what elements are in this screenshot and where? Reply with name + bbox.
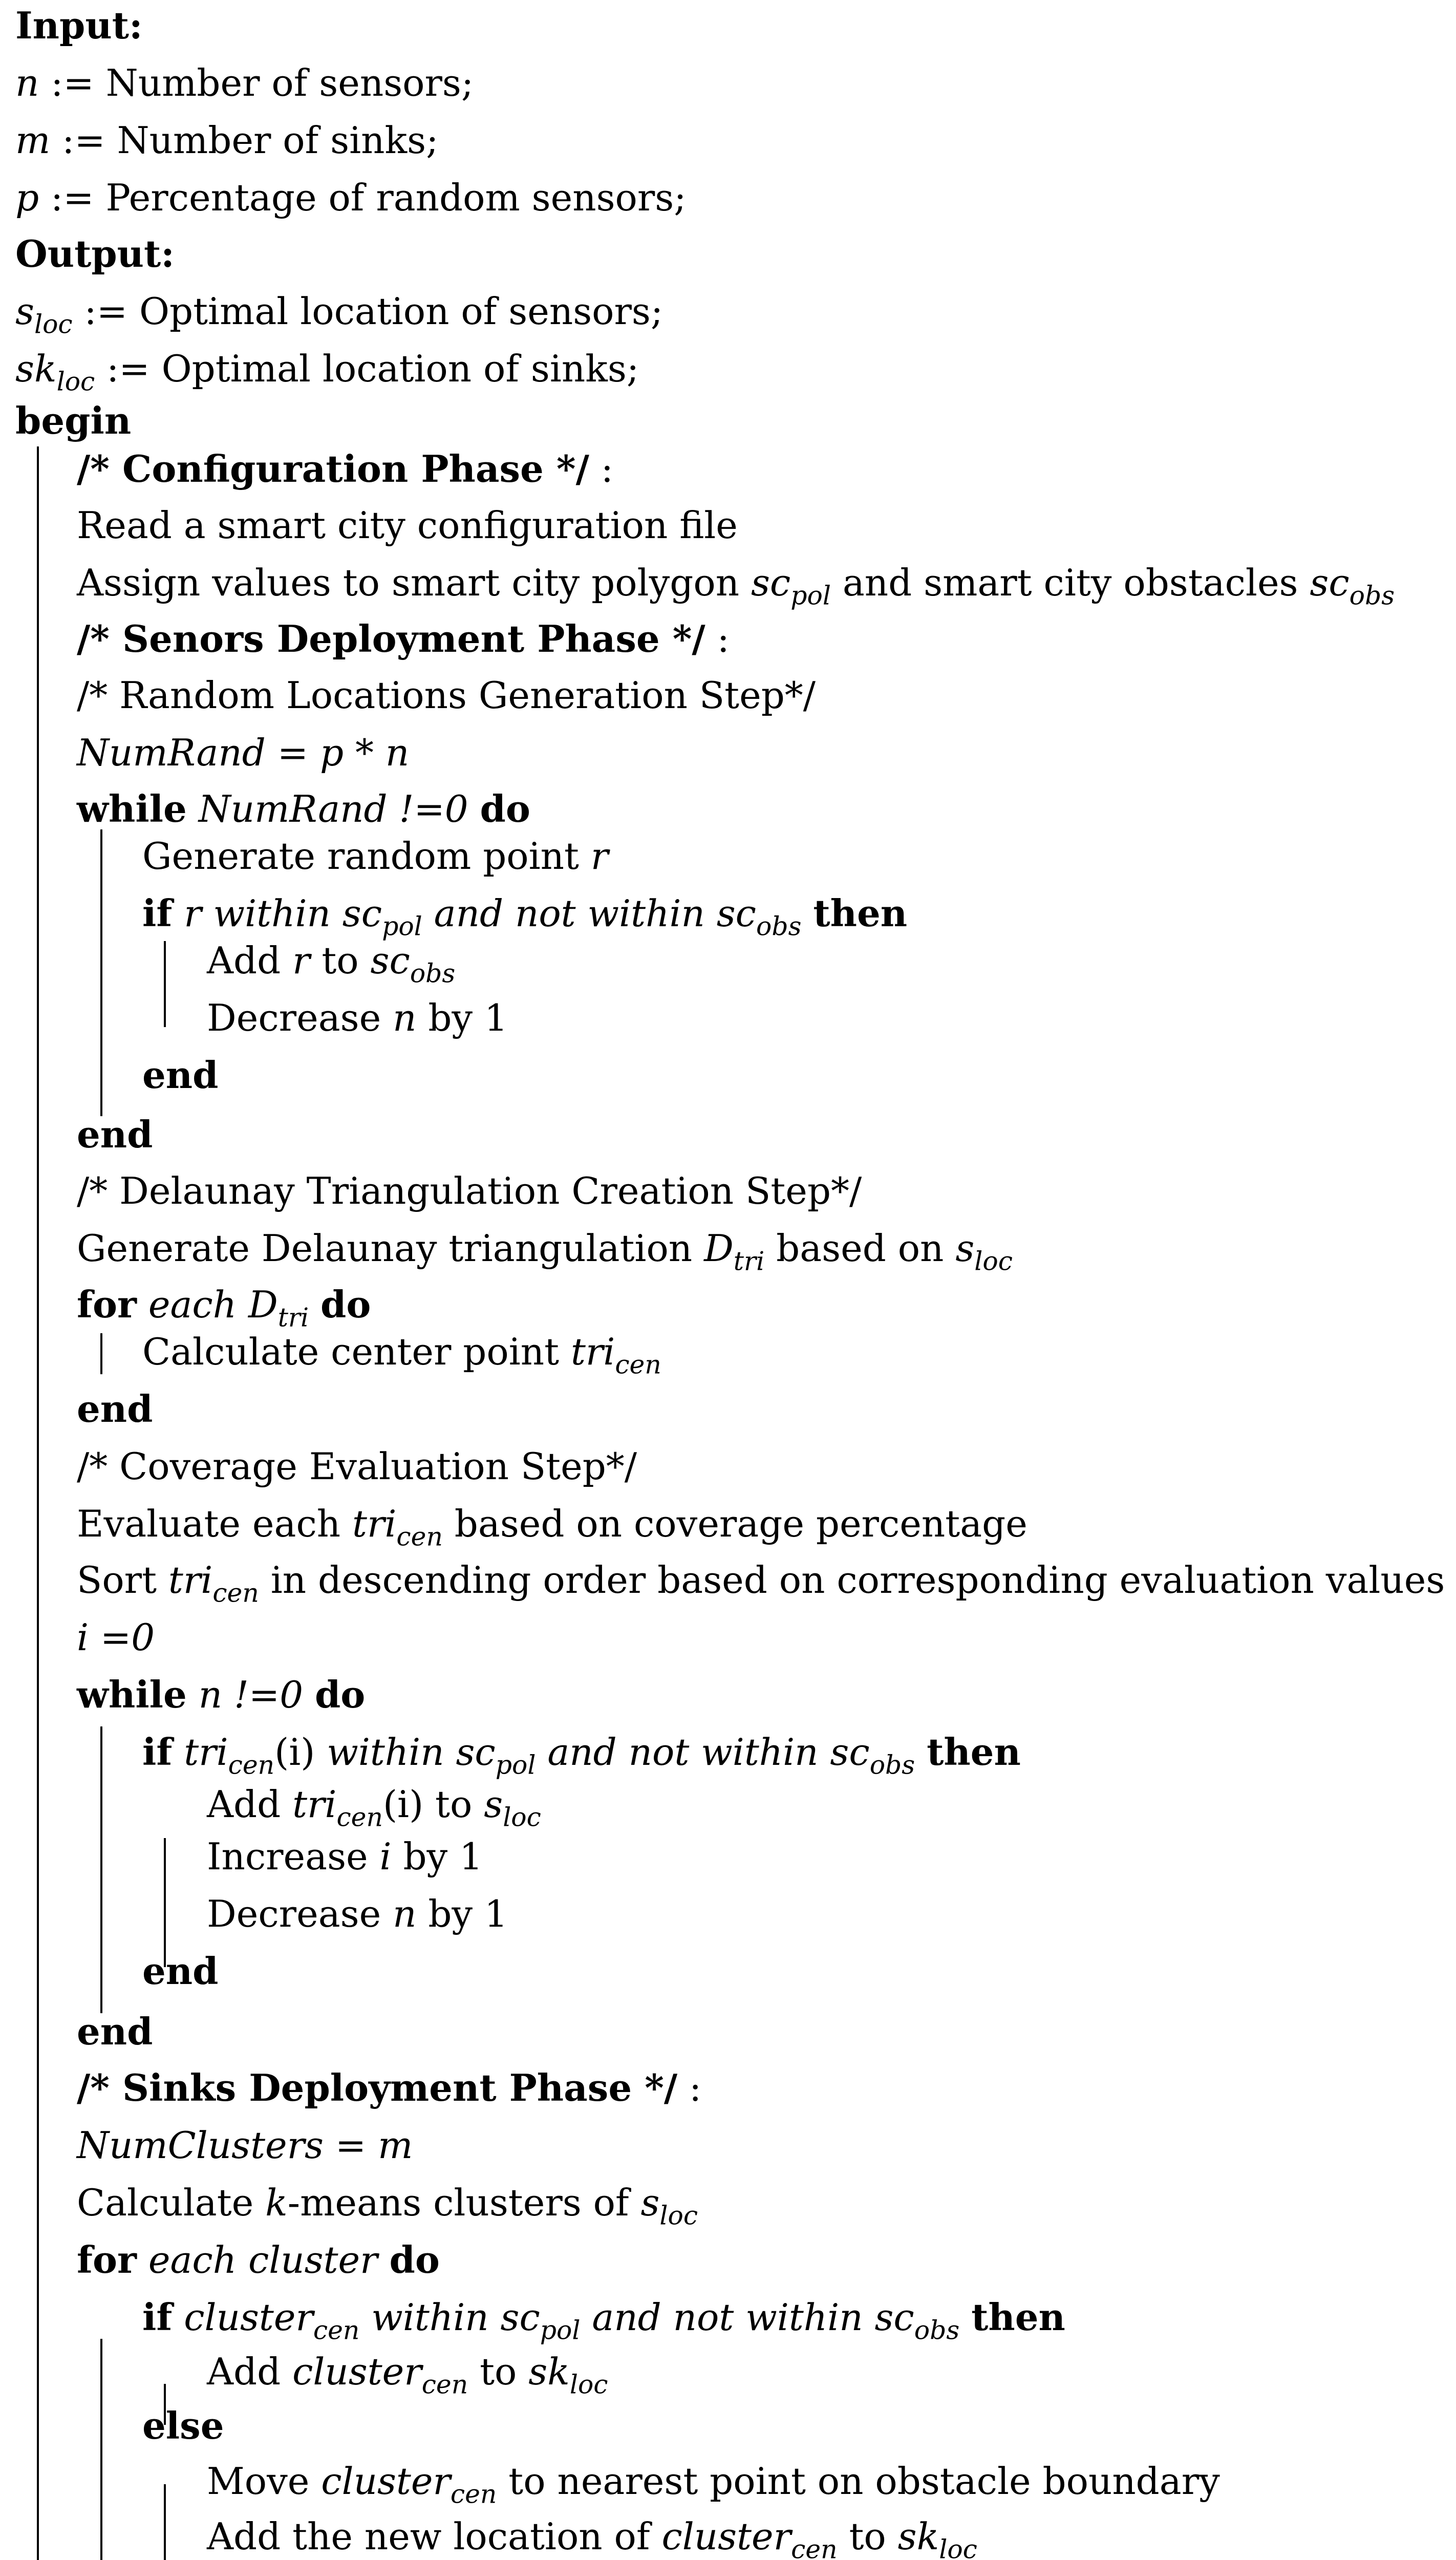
while-n-line: while n !=0 do <box>77 1673 366 1716</box>
if-cluster-within-line: if cluster$_{cen}$ within $sc_{pol}$ and not within $sc_{obs}$ then <box>142 2295 1065 2345</box>
evaluate-tricen-line: Evaluate each tri$_{cen}$ based on coverage percentage <box>77 1502 1027 1552</box>
assign-values-line: Assign values to smart city polygon $sc_{pol}$ and smart city obstacles $sc_{obs}$ <box>77 561 1395 611</box>
output-skloc-line: $sk_{loc}$ := Optimal location of sinks; <box>15 347 639 397</box>
input-p-line: p := Percentage of random sensors; <box>15 176 687 219</box>
else-block-bar <box>164 2484 166 2560</box>
sensors-phase-title: /* Senors Deployment Phase */ : <box>77 617 730 660</box>
if-within-block-bar <box>164 941 166 1027</box>
while-n-block-bar <box>100 1726 102 2013</box>
read-config-line: Read a smart city configuration file <box>77 504 738 547</box>
if-tricen-within-line: if tri$_{cen}$(i) within $sc_{pol}$ and not within $sc_{obs}$ then <box>142 1730 1021 1780</box>
decrease-n-line-2: Decrease n by 1 <box>207 1892 508 1935</box>
end-while-2: end <box>77 2010 153 2053</box>
end-while-1: end <box>77 1113 153 1156</box>
sort-tricen-line: Sort tri$_{cen}$ in descending order based on corresponding evaluation values <box>77 1559 1445 1608</box>
end-if-1: end <box>142 1053 219 1097</box>
for-dtri-block-bar <box>100 1333 102 1374</box>
end-for-1: end <box>77 1387 153 1431</box>
calc-center-line: Calculate center point tri$_{cen}$ <box>142 1330 661 1380</box>
input-n-line: n := Number of sensors; <box>15 61 474 104</box>
end-if-2: end <box>142 1949 219 1993</box>
begin-keyword: begin <box>15 399 132 442</box>
while-numrand-block-bar <box>100 829 102 1116</box>
for-each-dtri-line: for each $D_{tri}$ do <box>77 1283 371 1333</box>
output-label: Output: <box>15 232 175 275</box>
if-r-within-line: if r within $sc_{pol}$ and not within $sc_{obs}$ then <box>142 891 908 942</box>
decrease-n-line-1: Decrease n by 1 <box>207 996 508 1039</box>
else-keyword: else <box>142 2404 224 2447</box>
generate-random-line: Generate random point r <box>142 835 609 878</box>
input-label: Input: <box>15 4 143 47</box>
add-tricen-line: Add tri$_{cen}$(i) to $s_{loc}$ <box>207 1783 541 1832</box>
numclusters-assignment: NumClusters = m <box>77 2124 413 2167</box>
for-each-cluster-line: for each cluster do <box>77 2238 440 2281</box>
while-numrand-line: while NumRand !=0 do <box>77 787 530 830</box>
calc-kmeans-line: Calculate k-means clusters of $s_{loc}$ <box>77 2181 698 2231</box>
random-step-comment: /* Random Locations Generation Step*/ <box>77 674 816 717</box>
add-r-line: Add r to $sc_{obs}$ <box>207 939 456 989</box>
for-cluster-block-bar <box>100 2339 102 2560</box>
add-cluster-line: Add cluster$_{cen}$ to $sk_{loc}$ <box>207 2350 608 2400</box>
begin-block-bar <box>37 446 39 2560</box>
coverage-step-comment: /* Coverage Evaluation Step*/ <box>77 1445 637 1488</box>
i-init-line: i =0 <box>77 1616 155 1659</box>
delaunay-step-comment: /* Delaunay Triangulation Creation Step*/ <box>77 1169 862 1212</box>
output-sloc-line: $s_{loc}$ := Optimal location of sensors; <box>15 290 663 339</box>
move-cluster-line: Move cluster$_{cen}$ to nearest point on obstacle boundary <box>207 2460 1220 2509</box>
if-tricen-block-bar <box>164 1838 166 1967</box>
sinks-phase-title: /* Sinks Deployment Phase */ : <box>77 2066 702 2109</box>
config-phase-title: /* Configuration Phase */ : <box>77 447 614 490</box>
input-m-line: m := Number of sinks; <box>15 119 439 162</box>
numrand-assignment: NumRand = p * n <box>77 731 410 774</box>
increase-i-line: Increase i by 1 <box>207 1835 483 1878</box>
add-new-location-line: Add the new location of cluster$_{cen}$ to $sk_{loc}$ <box>207 2515 977 2560</box>
generate-delaunay-line: Generate Delaunay triangulation $D_{tri}$ based on $s_{loc}$ <box>77 1227 1013 1276</box>
